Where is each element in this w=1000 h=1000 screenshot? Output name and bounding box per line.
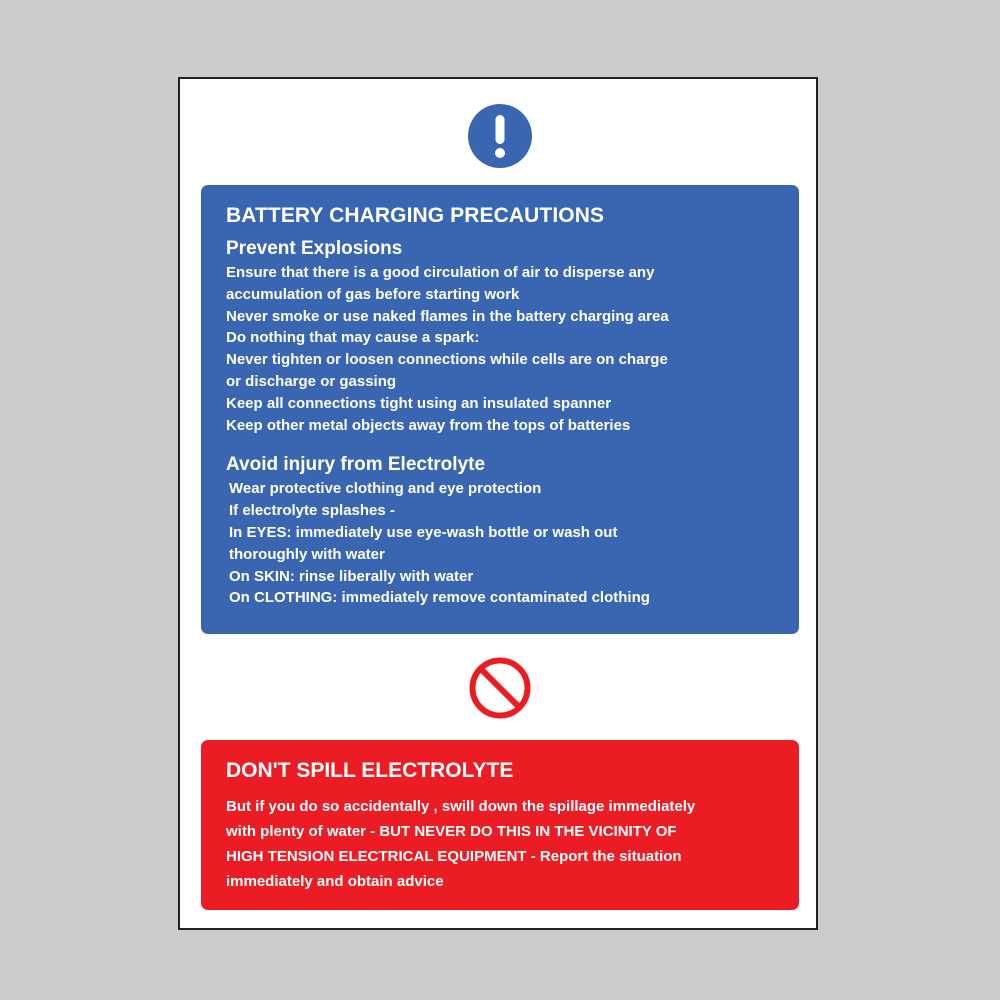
warning-line: with plenty of water - BUT NEVER DO THIS IN THE VICINITY OF [226, 823, 677, 840]
warning-line: But if you do so accidentally , swill down the spillage immediately [226, 798, 696, 815]
list-item: In EYES: immediately use eye-wash bottle or wash out [229, 523, 618, 541]
mandatory-exclamation-icon [467, 103, 533, 169]
warning-line: immediately and obtain advice [226, 873, 444, 890]
list-item: On SKIN: rinse liberally with water [229, 567, 474, 585]
battery-precautions-panel [201, 185, 799, 634]
list-item: Wear protective clothing and eye protection [229, 480, 542, 498]
warning-line: HIGH TENSION ELECTRICAL EQUIPMENT - Report the situation [226, 848, 682, 865]
list-item: If electrolyte splashes - [229, 502, 395, 520]
list-item: Never tighten or loosen connections while cells are on charge [226, 351, 668, 369]
list-item: Keep other metal objects away from the tops of batteries [226, 416, 631, 434]
list-item: Never smoke or use naked flames in the battery charging area [226, 307, 669, 325]
section-heading-prevent-explosions: Prevent Explosions [226, 238, 403, 259]
list-item: accumulation of gas before starting work [226, 285, 520, 303]
list-item: On CLOTHING: immediately remove contaminated clothing [229, 589, 650, 607]
panel-title: BATTERY CHARGING PRECAUTIONS [226, 204, 605, 227]
list-item: Keep all connections tight using an insulated spanner [226, 394, 612, 412]
list-item: Do nothing that may cause a spark: [226, 329, 480, 347]
section-heading-avoid-injury: Avoid injury from Electrolyte [226, 454, 486, 476]
warning-title: DON'T SPILL ELECTROLYTE [226, 759, 514, 782]
safety-sign [178, 77, 818, 930]
spill-warning-panel [201, 740, 799, 910]
prohibition-icon [469, 657, 531, 719]
list-item: Ensure that there is a good circulation of air to disperse any [226, 264, 655, 281]
list-item: thoroughly with water [229, 545, 385, 563]
list-item: or discharge or gassing [226, 372, 397, 390]
